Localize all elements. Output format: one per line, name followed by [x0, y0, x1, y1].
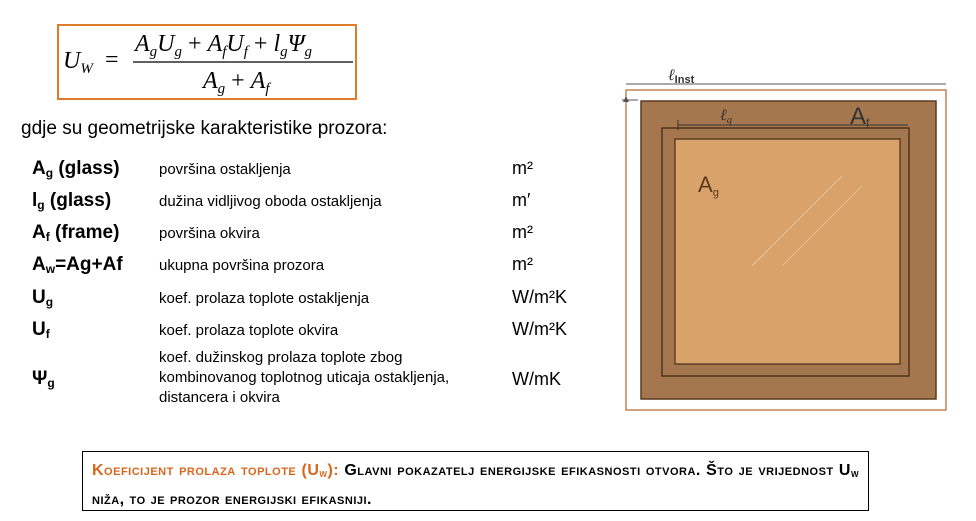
unit: m²	[512, 222, 533, 242]
symbol: $l_g$ (glass)	[32, 190, 112, 212]
symbol: $U_g$	[32, 287, 54, 309]
description: površina okvira	[159, 225, 260, 242]
window-diagram	[612, 66, 952, 416]
symbol: $U_f$	[32, 319, 50, 341]
formula-numerator: $A_gU_g + A_fU_f + l_g\Psi_g$	[135, 31, 313, 60]
note-box	[82, 451, 869, 511]
unit: W/m²K	[512, 287, 567, 307]
description-line: koef. dužinskog prolaza toplote zbog	[159, 349, 403, 366]
note-highlight: Koeficijent prolaza toplote $(U_w)$:	[92, 462, 340, 480]
description: koef. prolaza toplote ostakljenja	[159, 290, 370, 307]
formula-equals: =	[105, 47, 119, 73]
unit: W/m²K	[512, 319, 567, 339]
description: dužina vidljivog oboda ostakljenja	[159, 193, 382, 210]
note-text: niža, to je prozor energijski efikasniji.	[92, 491, 373, 508]
arrow-icon	[623, 96, 629, 102]
symbol: $A_w=Ag+Af$	[32, 254, 123, 276]
unit: m²	[512, 254, 533, 274]
symbol: $A_f$ (frame)	[32, 222, 120, 244]
symbol: $\Psi_g$	[32, 368, 55, 390]
description-line: kombinovanog toplotnog uticaja ostakljenja,	[159, 369, 450, 386]
label-lg: ℓg	[720, 107, 733, 126]
formula	[59, 26, 355, 98]
note-sub: w	[850, 468, 859, 480]
formula-lhs: $U_W$	[63, 48, 93, 77]
label-inst: ℓInst	[668, 67, 695, 86]
unit: m²	[512, 158, 533, 178]
description: površina ostakljenja	[159, 161, 291, 178]
unit: W/mK	[512, 369, 561, 389]
description: koef. prolaza toplote okvira	[159, 322, 339, 339]
symbol: $A_g$ (glass)	[32, 158, 120, 180]
unit: m′	[512, 190, 531, 210]
description	[159, 348, 449, 408]
label-ag: Ag	[698, 172, 719, 199]
formula-box	[57, 24, 357, 100]
description-line: distancera i okvira	[159, 389, 280, 406]
label-af: Af	[850, 103, 870, 130]
intro-text: gdje su geometrijske karakteristike prozora:	[21, 118, 388, 139]
description: ukupna površina prozora	[159, 257, 325, 274]
note-text: Glavni pokazatelj energijske efikasnosti otvora. Što je vrijednost U	[339, 462, 851, 479]
formula-denominator: $A_g + A_f$	[203, 68, 270, 97]
